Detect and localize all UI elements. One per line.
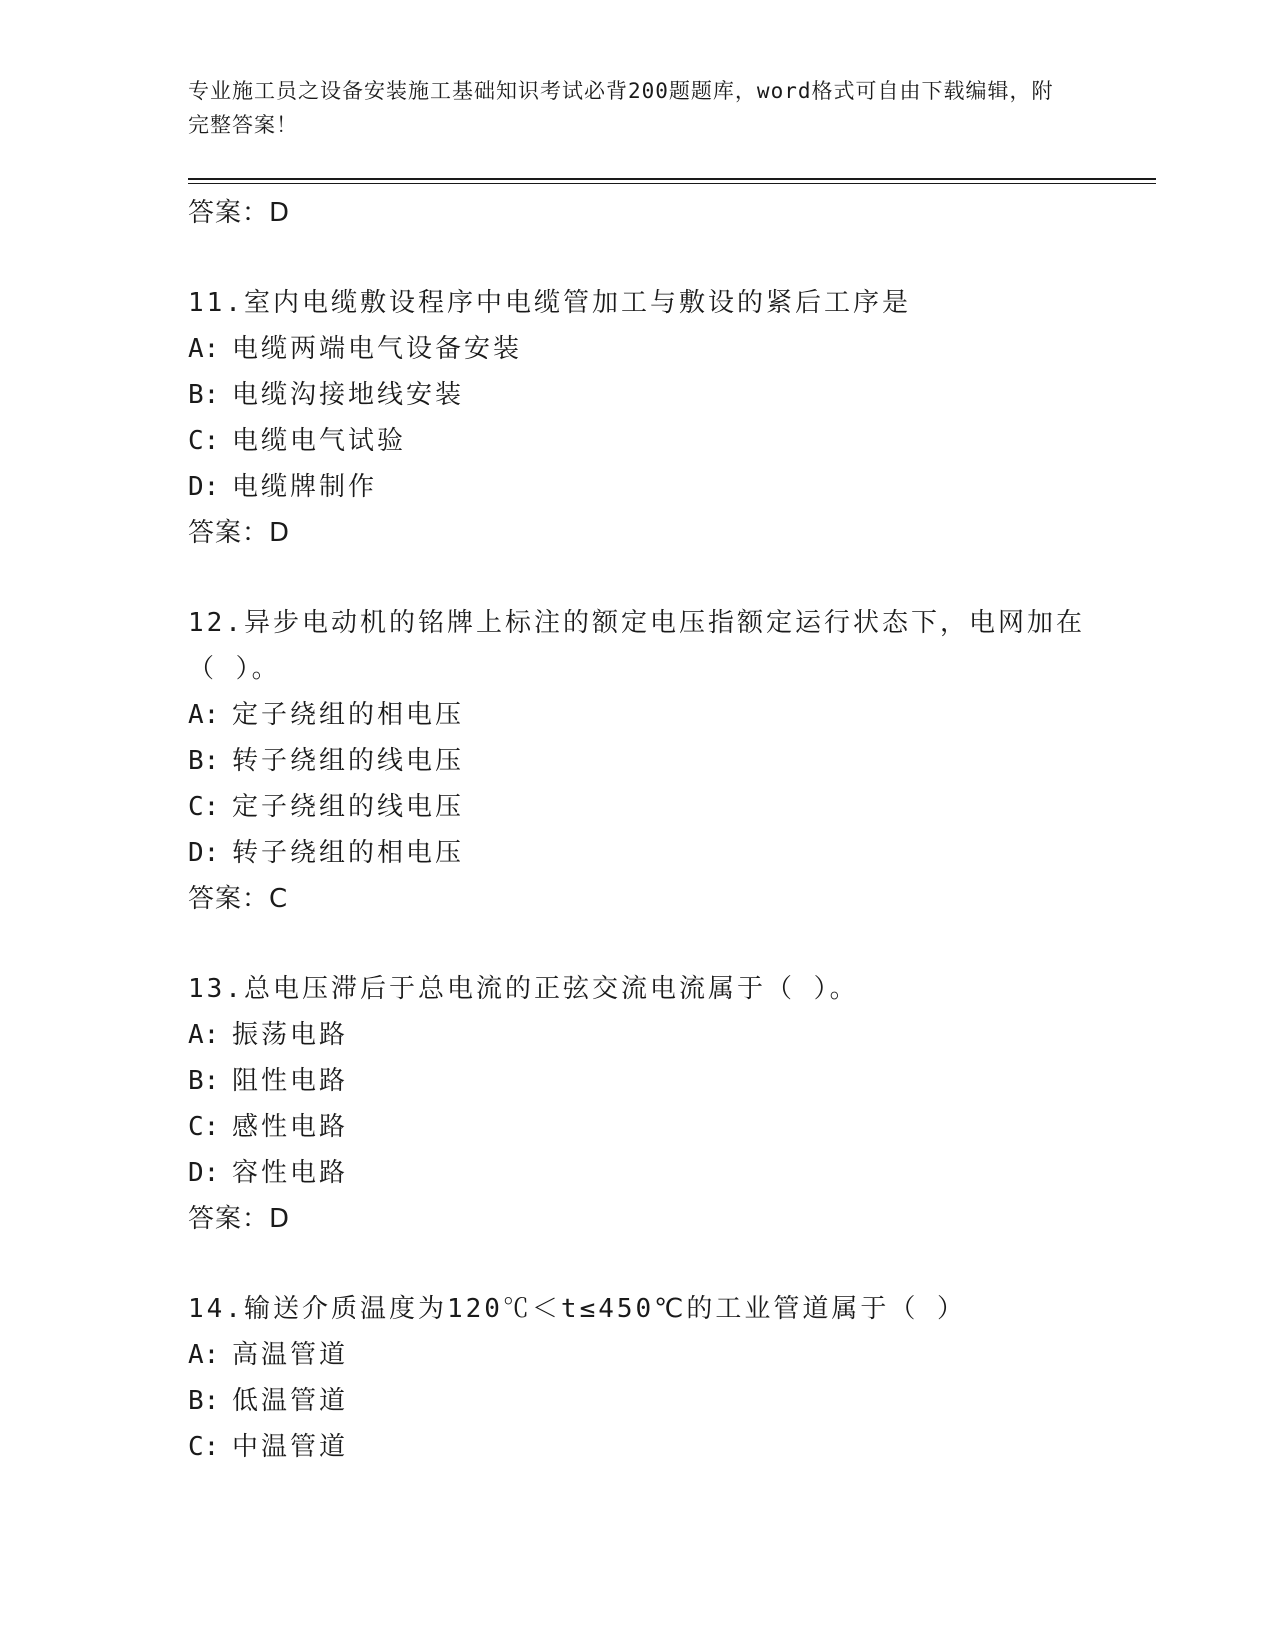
- header-rule-thin: [188, 183, 1156, 184]
- document-header: 专业施工员之设备安装施工基础知识考试必背200题题库，word格式可自由下载编辑，附完整答案！: [188, 79, 1054, 137]
- option-letter: D:: [188, 838, 220, 868]
- option-text: 电缆两端电气设备安装: [232, 334, 523, 364]
- option-d: [188, 464, 1088, 510]
- option-text: 阻性电路: [232, 1066, 349, 1096]
- question-block: [188, 280, 1088, 556]
- option-b: [188, 738, 1088, 784]
- header-rule-thick: [188, 178, 1156, 180]
- option-b: [188, 1378, 1088, 1424]
- document-body: [188, 190, 1088, 1470]
- option-text: 转子绕组的相电压: [232, 838, 465, 868]
- option-b: [188, 1058, 1088, 1104]
- option-text: 转子绕组的线电压: [232, 746, 465, 776]
- option-text: 高温管道: [232, 1340, 349, 1370]
- option-text: 定子绕组的相电压: [232, 700, 465, 730]
- option-letter: B:: [188, 746, 220, 776]
- option-text: 感性电路: [232, 1112, 349, 1142]
- option-b: [188, 372, 1088, 418]
- option-text: 容性电路: [232, 1158, 349, 1188]
- question-block: [188, 1286, 1088, 1470]
- option-text: 电缆沟接地线安装: [232, 380, 465, 410]
- question-text: 11.室内电缆敷设程序中电缆管加工与敷设的紧后工序是: [188, 288, 911, 318]
- option-c: [188, 1104, 1088, 1150]
- option-letter: C:: [188, 792, 220, 822]
- answer-line: 答案：D: [188, 1204, 291, 1234]
- option-letter: A:: [188, 700, 220, 730]
- option-letter: B:: [188, 1386, 220, 1416]
- option-a: [188, 326, 1088, 372]
- question-block: [188, 600, 1088, 922]
- option-text: 电缆牌制作: [232, 472, 378, 502]
- option-d: [188, 1150, 1088, 1196]
- option-a: [188, 692, 1088, 738]
- question-block: [188, 966, 1088, 1242]
- answer-line: 答案：D: [188, 198, 291, 228]
- option-c: [188, 1424, 1088, 1470]
- option-letter: C:: [188, 1112, 220, 1142]
- question-text: 12.异步电动机的铭牌上标注的额定电压指额定运行状态下，电网加在（ ）。: [188, 608, 1085, 684]
- option-letter: B:: [188, 1066, 220, 1096]
- question-text: 14.输送介质温度为120℃＜t≤450℃的工业管道属于（ ）: [188, 1294, 967, 1324]
- answer-line: 答案：D: [188, 518, 291, 548]
- option-text: 电缆电气试验: [232, 426, 407, 456]
- option-letter: D:: [188, 472, 220, 502]
- option-letter: A:: [188, 1340, 220, 1370]
- option-text: 定子绕组的线电压: [232, 792, 465, 822]
- option-text: 振荡电路: [232, 1020, 349, 1050]
- answer-line: 答案：C: [188, 884, 289, 914]
- option-c: [188, 418, 1088, 464]
- option-c: [188, 784, 1088, 830]
- option-text: 低温管道: [232, 1386, 349, 1416]
- option-text: 中温管道: [232, 1432, 349, 1462]
- option-letter: A:: [188, 334, 220, 364]
- option-letter: C:: [188, 426, 220, 456]
- option-letter: C:: [188, 1432, 220, 1462]
- option-a: [188, 1012, 1088, 1058]
- option-a: [188, 1332, 1088, 1378]
- option-letter: D:: [188, 1158, 220, 1188]
- option-d: [188, 830, 1088, 876]
- option-letter: A:: [188, 1020, 220, 1050]
- option-letter: B:: [188, 380, 220, 410]
- question-text: 13.总电压滞后于总电流的正弦交流电流属于（ ）。: [188, 974, 859, 1004]
